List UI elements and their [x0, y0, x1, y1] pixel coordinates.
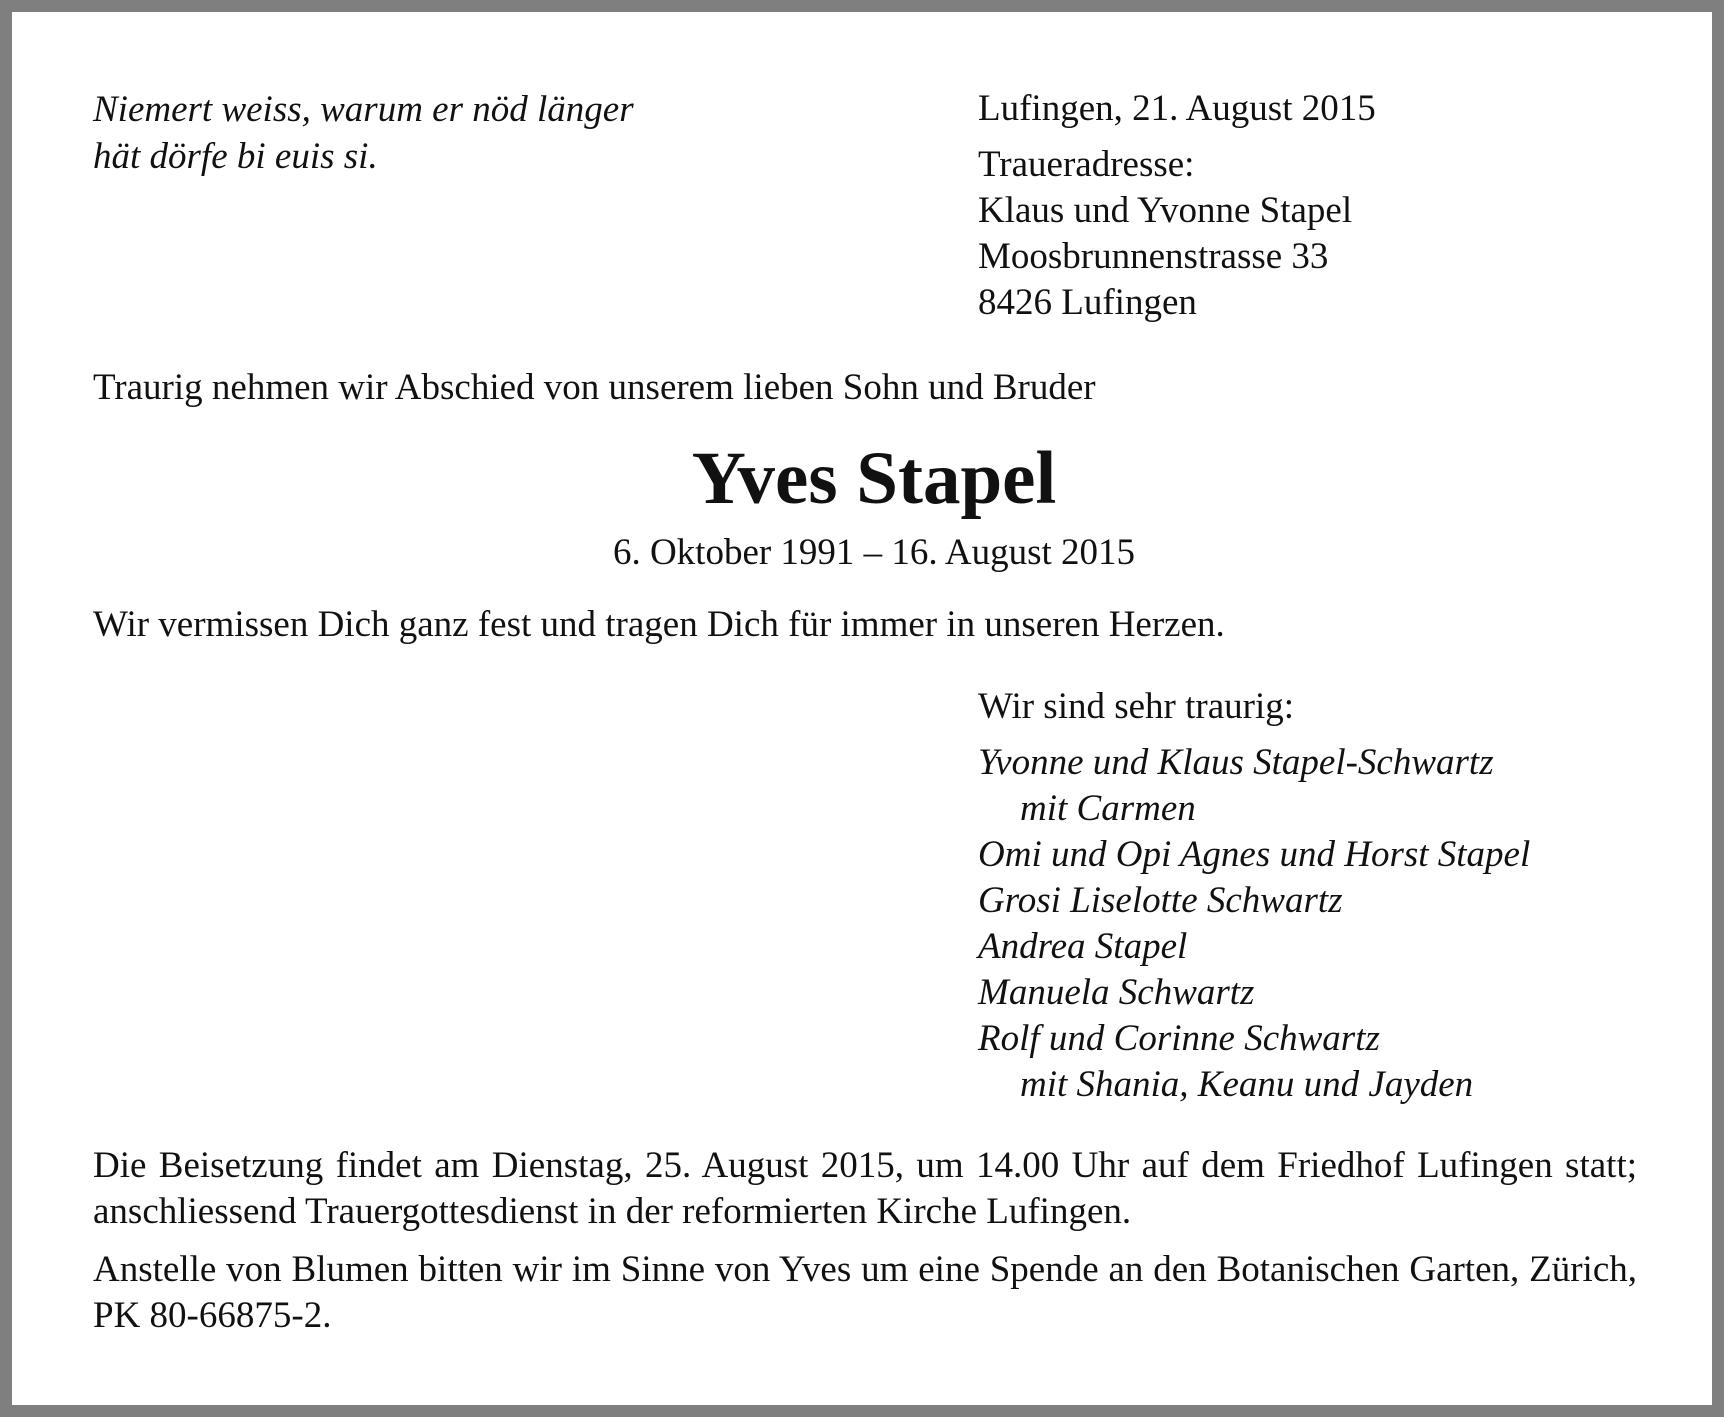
- mourner-name: Manuela Schwartz: [978, 972, 1255, 1013]
- motto-line-1: Niemert weiss, warum er nöd länger: [93, 89, 634, 130]
- mourner-sub: mit Carmen: [1020, 788, 1196, 829]
- address-label: Traueradresse:: [978, 144, 1195, 185]
- mourner-entry: [978, 878, 1530, 924]
- place-date: Lufingen, 21. August 2015: [978, 88, 1376, 129]
- mourners-block: [978, 684, 1530, 1108]
- mourner-sub: mit Shania, Keanu und Jayden: [1020, 1064, 1474, 1105]
- mourner-entry: [978, 924, 1530, 970]
- mourners-list: [978, 740, 1530, 1108]
- intro-text: Traurig nehmen wir Abschied von unserem lieben Sohn und Bruder: [93, 367, 1096, 408]
- mourner-name: Andrea Stapel: [978, 926, 1188, 967]
- mourner-name: Rolf und Corinne Schwartz: [978, 1018, 1380, 1059]
- address-line-3: 8426 Lufingen: [978, 282, 1197, 323]
- mourner-entry: [978, 740, 1530, 832]
- mourners-heading: Wir sind sehr traurig:: [978, 686, 1295, 727]
- burial-notice: Die Beisetzung findet am Dienstag, 25. August 2015, um 14.00 Uhr auf dem Friedhof Lufingen statt; anschliessend Trauergottesdienst in der reformierten Kirche Lufingen.: [93, 1145, 1637, 1232]
- mourner-name: Omi und Opi Agnes und Horst Stapel: [978, 834, 1531, 875]
- donation-notice: Anstelle von Blumen bitten wir im Sinne von Yves um eine Spende an den Botanischen Garten, Zürich, PK 80-66875-2.: [93, 1249, 1637, 1336]
- motto: [93, 86, 634, 180]
- motto-line-2: hät dörfe bi euis si.: [93, 136, 378, 177]
- deceased-name: Yves Stapel: [691, 437, 1057, 520]
- remembrance-text: Wir vermissen Dich ganz fest und tragen Dich für immer in unseren Herzen.: [93, 604, 1225, 645]
- address-line-2: Moosbrunnenstrasse 33: [978, 236, 1329, 277]
- mourner-name: Yvonne und Klaus Stapel-Schwartz: [978, 742, 1494, 783]
- mourner-name: Grosi Liselotte Schwartz: [978, 880, 1343, 921]
- header-block: [978, 86, 1376, 326]
- mourner-entry: [978, 832, 1530, 878]
- mourner-entry: [978, 1016, 1530, 1108]
- mourner-entry: [978, 970, 1530, 1016]
- death-notice: [12, 12, 1712, 1405]
- address-line-1: Klaus und Yvonne Stapel: [978, 190, 1353, 231]
- lifespan: 6. Oktober 1991 – 16. August 2015: [612, 532, 1136, 573]
